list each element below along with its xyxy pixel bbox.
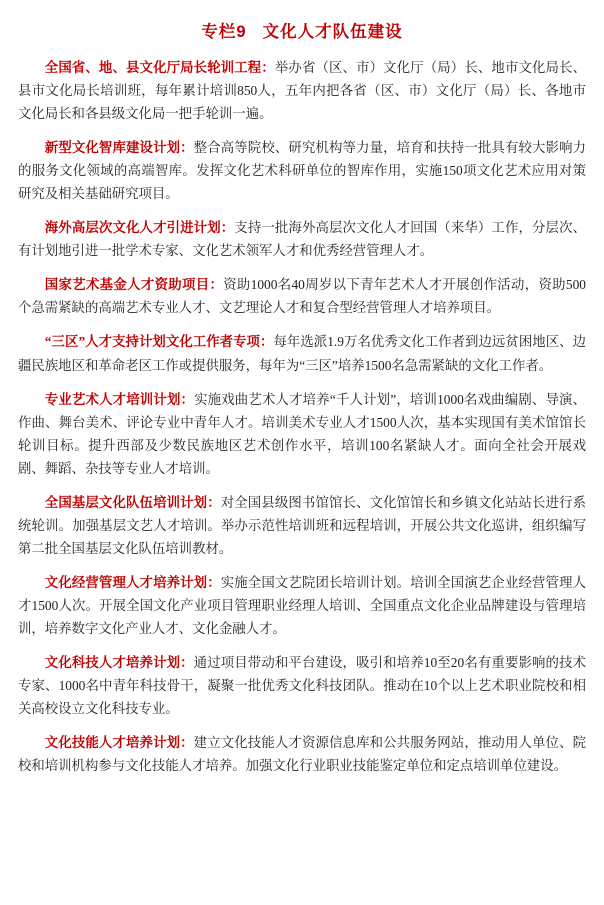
page-title [18, 18, 586, 42]
item-lead: 全国基层文化队伍培训计划： [44, 494, 221, 510]
item-lead: 海外高层次文化人才引进计划： [44, 220, 235, 236]
item-lead: 专业艺术人才培训计划： [44, 391, 195, 407]
item-text: 支持一批海外高层次文化人才回国（来华）工作，分层次、有计划地引进一批学术专家、文化艺术领军人才和优秀经营管理人才。 [18, 220, 587, 259]
page-title-prefix: 专栏9 [201, 23, 247, 41]
item-text: 建立文化技能人才资源信息库和公共服务网站，推动用人单位、院校和培训机构参与文化技能人才培养。加强文化行业职业技能鉴定单位和定点培训单位建设。 [18, 735, 587, 774]
item-text: 通过项目带动和平台建设，吸引和培养10至20名有重要影响的技术专家、1000名中青年科技骨干，凝聚一批优秀文化科技团队。推动在10个以上艺术职业院校和相关高校设立文化科技专业。 [18, 655, 587, 717]
item-text: 实施全国文艺院团长培训计划。培训全国演艺企业经营管理人才1500人次。开展全国文化产业项目管理职业经理人培训、全国重点文化企业品牌建设与管理培训，培养数字文化产业人才、文化金融人才。 [18, 574, 586, 636]
page-title-main: 文化人才队伍建设 [262, 23, 403, 41]
list-item [18, 571, 586, 640]
list-item [18, 273, 586, 319]
item-lead: 全国省、地、县文化厅局长轮训工程： [44, 60, 275, 75]
item-text: 举办省（区、市）文化厅（局）长、地市文化局长、县市文化局长培训班，每年累计培训850人，五年内把各省（区、市）文化厅（局）长、各地市文化局长和各县级文化局一把手轮训一遍。 [18, 60, 587, 122]
list-item [18, 491, 586, 560]
item-text: 对全国县级图书馆馆长、文化馆馆长和乡镇文化站站长进行系统轮训。加强基层文艺人才培训。举办示范性培训班和远程培训，开展公共文化巡讲，组织编写第二批全国基层文化队伍培训教材。 [18, 494, 586, 556]
item-text: 整合高等院校、研究机构等力量，培育和扶持一批具有较大影响力的服务文化领域的高端智库。发挥文化艺术科研单位的智库作用，实施150项文化艺术应用对策研究及相关基础研究项目。 [18, 140, 587, 202]
list-item [18, 731, 586, 777]
list-item [18, 216, 586, 262]
item-text: 每年选派1.9万名优秀文化工作者到边远贫困地区、边疆民族地区和革命老区工作或提供服务，每年为“三区”培养1500名急需紧缺的文化工作者。 [18, 334, 586, 373]
item-lead: 文化技能人才培养计划： [44, 735, 194, 751]
item-lead: 国家艺术基金人才资助项目： [44, 277, 224, 293]
item-lead: 文化科技人才培养计划： [44, 655, 194, 671]
list-item [18, 330, 586, 376]
item-text: 实施戏曲艺术人才培养“千人计划”，培训1000名戏曲编剧、导演、作曲、舞台美术、评论专业中青年人才。培训美术专业人才1500人次，基本实现国有美术馆馆长轮训目标。提升西部及少数民族地区艺术创作水平，培训100名紧缺人才。面向全社会开展戏剧、舞蹈、杂技等专业人才培训。 [18, 391, 586, 476]
list-item [18, 136, 586, 205]
item-lead: 文化经营管理人才培养计划： [44, 574, 221, 590]
list-item [18, 388, 586, 480]
item-lead: 新型文化智库建设计划： [44, 140, 194, 156]
list-item [18, 56, 586, 125]
item-text: 资助1000名40周岁以下青年艺术人才开展创作活动，资助500个急需紧缺的高端艺术专业人才、文艺理论人才和复合型经营管理人才培养项目。 [18, 277, 586, 316]
list-item [18, 651, 586, 720]
document-body [18, 56, 586, 777]
item-lead: “三区”人才支持计划文化工作者专项： [44, 334, 274, 350]
